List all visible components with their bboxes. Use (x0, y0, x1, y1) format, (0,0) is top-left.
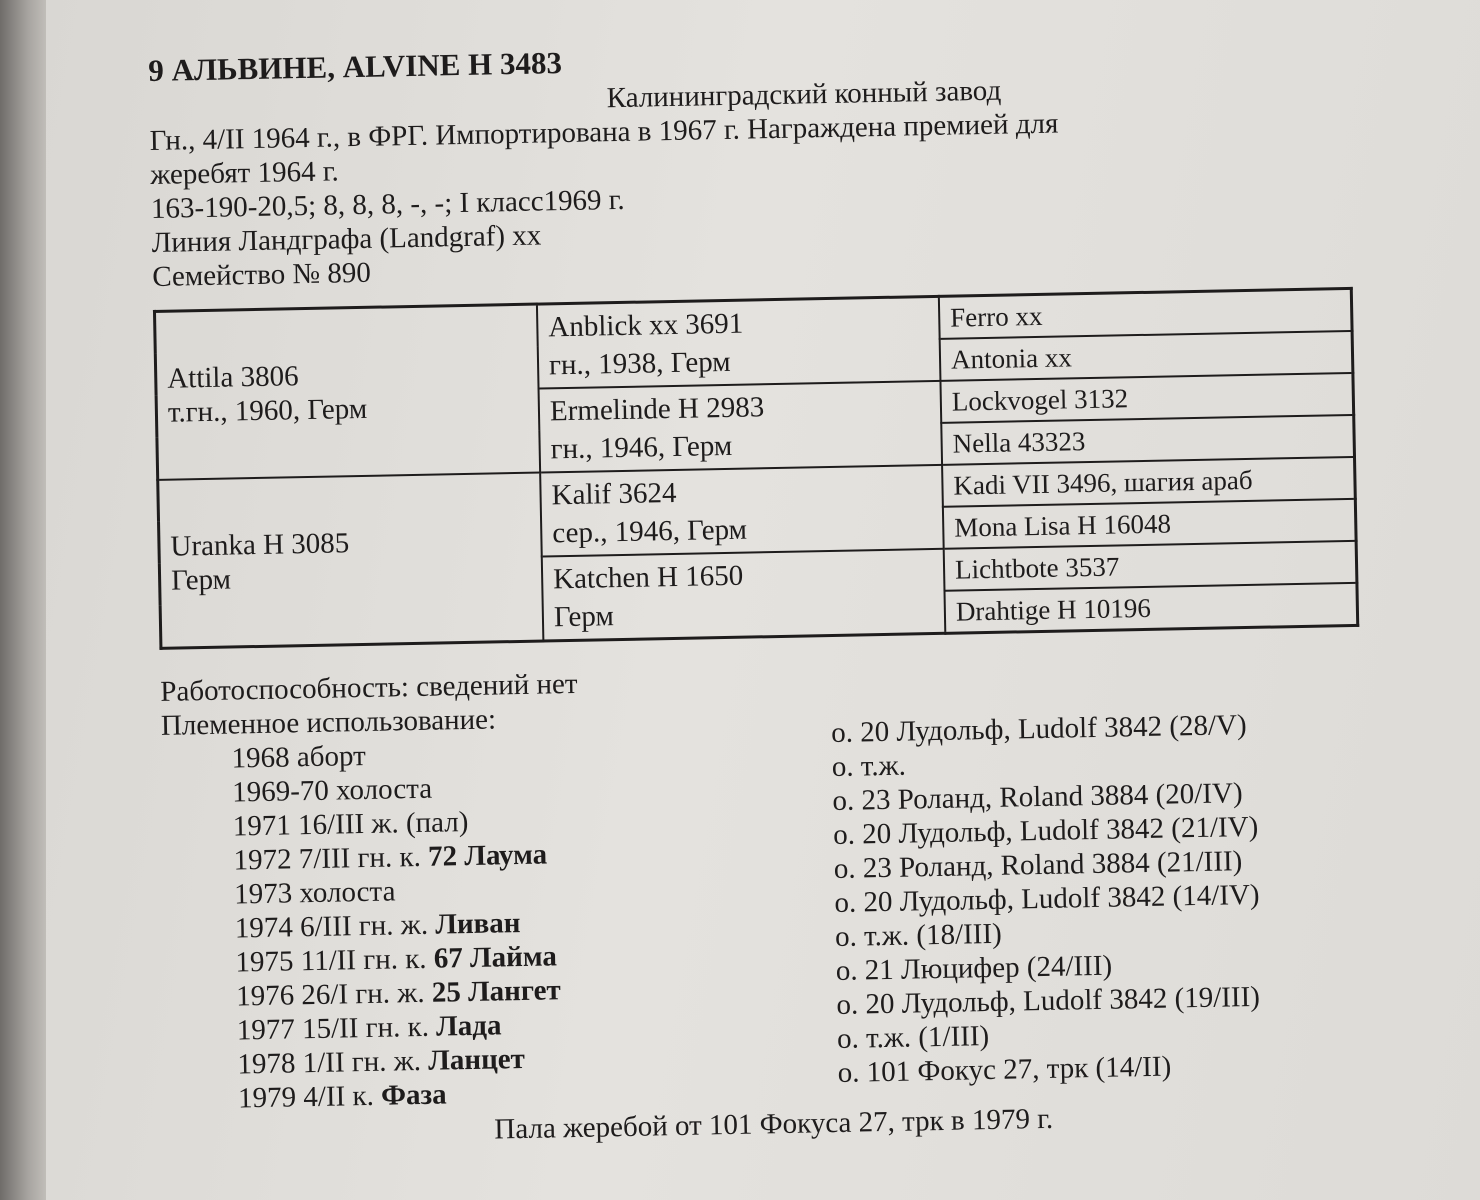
mating-entry: о. т.ж. (18/III) (834, 917, 1003, 953)
pedigree-great-7: Lichtbote 3537 (944, 541, 1357, 591)
breeding-year-entry: 1968 аборт (231, 739, 367, 775)
foal-name: Фаза (380, 1078, 447, 1112)
mating-entry: о. 20 Лудольф, Ludolf 3842 (21/IV) (832, 810, 1259, 851)
pedigree-table (153, 287, 1359, 650)
pedigree-sire: Attila 3806 т.гн., 1960, Герм (154, 304, 540, 480)
mating-entry: о. 23 Роланд, Roland 3884 (20/IV) (832, 777, 1243, 817)
pedigree-great-5: Kadi VII 3496, шагия араб (942, 457, 1355, 507)
pedigree-dam: Uranka H 3085 Герм (158, 473, 544, 649)
breeding-year-entry: 1976 26/I гн. ж. 25 Лангет (235, 974, 562, 1013)
mating-entry: о. 101 Фокус 27, трк (14/II) (837, 1050, 1172, 1089)
pedigree-great-6: Mona Lisa H 16048 (943, 499, 1356, 549)
pedigree-great-1: Ferro xx (939, 288, 1352, 338)
mating-entry: о. т.ж. (831, 749, 907, 784)
breeding-year-entry: 1975 11/II гн. к. 67 Лайма (235, 940, 558, 979)
foal-name: 25 Лангет (431, 974, 562, 1009)
horse-title: 9 АЛЬВИНЕ, ALVINE H 3483 (148, 45, 563, 88)
breeding-year-entry: 1977 15/II гн. к. Лада (236, 1009, 502, 1047)
pedigree-great-2: Antonia xx (940, 331, 1353, 381)
mating-entry: о. 20 Лудольф, Ludolf 3842 (19/III) (836, 980, 1261, 1021)
mating-entry: о. 20 Лудольф, Ludolf 3842 (14/IV) (834, 878, 1260, 919)
foal-name: 72 Лаума (427, 838, 548, 873)
stud-farm: Калининградский конный завод (606, 74, 1002, 115)
pedigree-dam-sire: Kalif 3624 сер., 1946, Герм (540, 465, 944, 557)
mating-entry: о. 23 Роланд, Roland 3884 (21/III) (833, 845, 1243, 885)
breeding-year-entry: 1973 холоста (233, 875, 396, 911)
breeding-year-entry: 1969-70 холоста (231, 772, 433, 809)
horse-record (148, 29, 1379, 1153)
breeding-list (161, 709, 1378, 1117)
breeding-year-entry: 1974 6/III гн. ж. Ливан (234, 907, 521, 945)
description-line-1: Гн., 4/II 1964 г., в ФРГ. Импортирована в 1967 г. Награждена премией для (149, 107, 1059, 157)
book-spine-edge (0, 0, 52, 1200)
pedigree-great-8: Drahtige H 10196 (944, 583, 1357, 633)
foal-name: Ланцет (427, 1042, 526, 1077)
breeding-year-entry: 1979 4/II к. Фаза (237, 1078, 447, 1115)
foal-name: Лада (435, 1009, 502, 1043)
footnote: Пала жеребой от 101 Фокуса 27, трк в 1979 г. (494, 1102, 1054, 1146)
family-number: Семейство № 890 (152, 256, 372, 293)
performance-note: Работоспособность: сведений нет (159, 667, 578, 708)
measurements: 163-190-20,5; 8, 8, 8, -, -; I класс1969 г. (150, 183, 625, 225)
description-line-2: жеребят 1964 г. (150, 155, 339, 191)
pedigree-sire-sire: Anblick xx 3691 гн., 1938, Герм (537, 296, 941, 388)
foal-name: 67 Лайма (433, 940, 558, 975)
foal-name: Ливан (434, 907, 521, 941)
pedigree-great-3: Lockvogel 3132 (940, 373, 1353, 423)
breeding-label: Племенное использование: (160, 703, 497, 742)
pedigree-dam-dam: Katchen H 1650 Герм (542, 549, 946, 641)
pedigree-sire-dam: Ermelinde H 2983 гн., 1946, Герм (539, 381, 943, 473)
breeding-year-entry: 1971 16/III ж. (пал) (232, 805, 469, 843)
pedigree-great-4: Nella 43323 (941, 415, 1354, 465)
mating-entry: о. т.ж. (1/III) (836, 1020, 990, 1055)
bloodline: Линия Ландграфа (Landgraf) хх (151, 219, 542, 259)
breeding-year-entry: 1972 7/III гн. к. 72 Лаума (233, 838, 548, 877)
breeding-year-entry: 1978 1/II гн. ж. Ланцет (237, 1042, 526, 1081)
mating-entry: о. 21 Люцифер (24/III) (835, 949, 1113, 987)
mating-entry: о. 20 Лудольф, Ludolf 3842 (28/V) (830, 709, 1247, 750)
